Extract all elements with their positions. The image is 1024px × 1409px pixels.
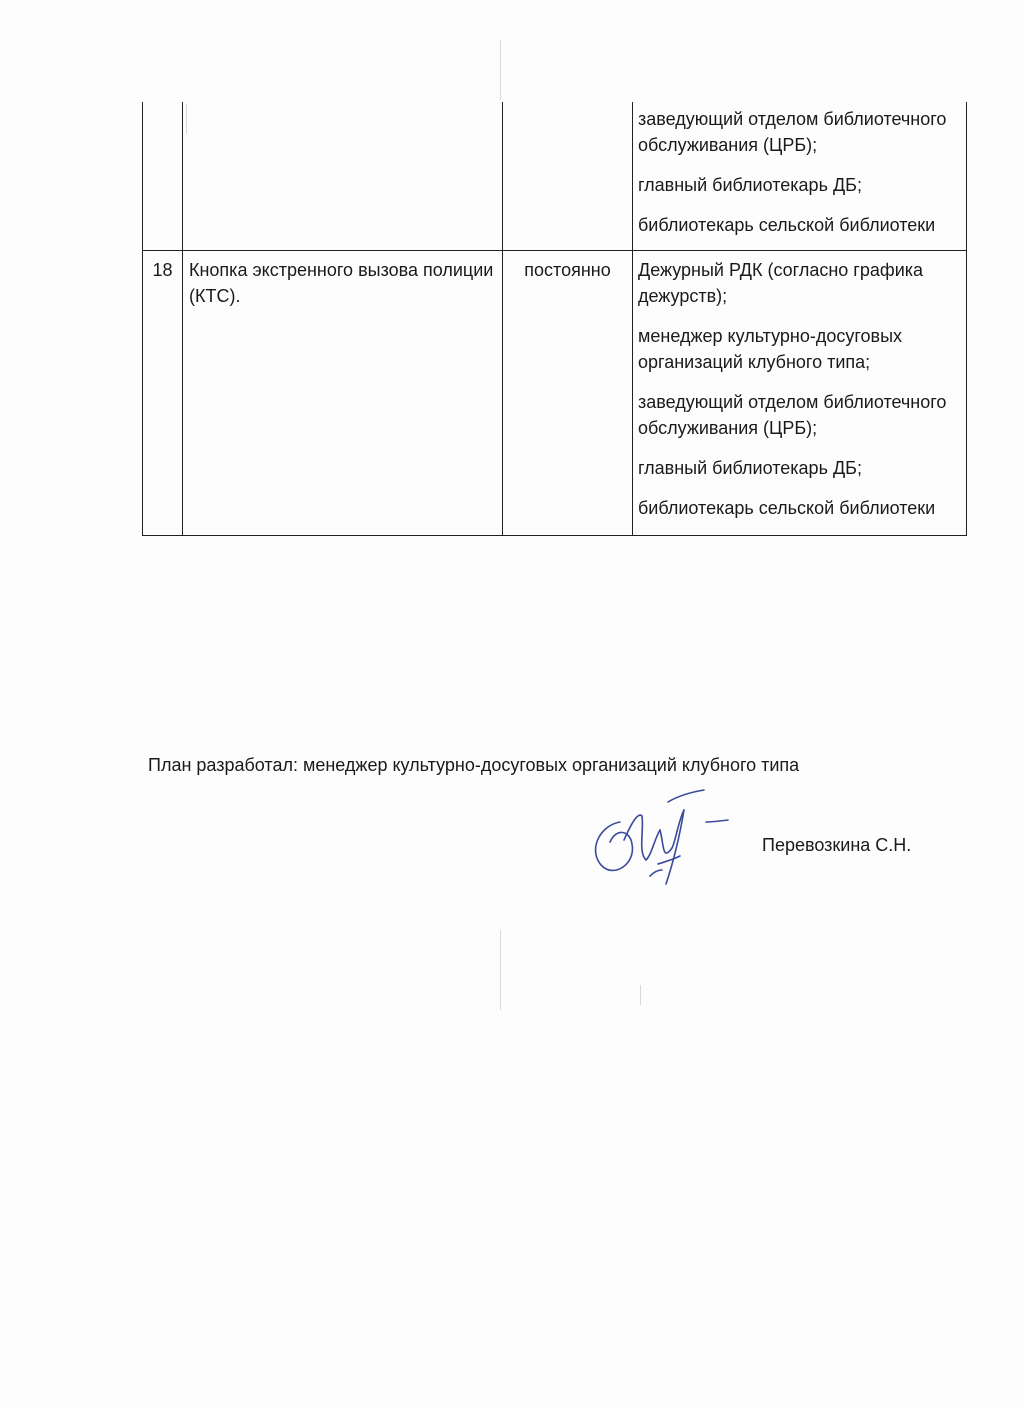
table-row — [143, 102, 967, 251]
row-number-cell: 18 — [143, 251, 183, 536]
row-responsible-cell — [633, 251, 967, 536]
responsible-item: главный библиотекарь ДБ; — [638, 175, 862, 195]
scan-artifact-line — [500, 40, 501, 100]
signer-name: Перевозкина С.Н. — [762, 835, 912, 855]
handwritten-signature — [580, 782, 740, 892]
responsible-item: заведующий отделом библиотечного обслуживания (ЦРБ); — [638, 109, 947, 155]
row-period-cell — [503, 102, 633, 251]
plan-table — [142, 102, 967, 536]
scan-artifact-line — [640, 985, 641, 1005]
plan-developed-by: План разработал: менеджер культурно-досуговых организаций клубного типа — [148, 755, 800, 775]
row-period-cell: постоянно — [503, 251, 633, 536]
responsible-item: заведующий отделом библиотечного обслуживания (ЦРБ); — [638, 392, 947, 438]
responsible-item: главный библиотекарь ДБ; — [638, 458, 862, 478]
responsible-item: библиотекарь сельской библиотеки — [638, 498, 936, 518]
row-name-cell — [183, 102, 503, 251]
row-responsible-cell — [633, 102, 967, 251]
row-name-cell: Кнопка экстренного вызова полиции (КТС). — [183, 251, 503, 536]
responsible-item: библиотекарь сельской библиотеки — [638, 215, 936, 235]
responsible-item: Дежурный РДК (согласно графика дежурств); — [638, 260, 924, 306]
table-row — [143, 251, 967, 536]
responsible-item: менеджер культурно-досуговых организаций клубного типа; — [638, 326, 903, 372]
scan-artifact-line — [500, 930, 501, 1010]
row-number-cell — [143, 102, 183, 251]
